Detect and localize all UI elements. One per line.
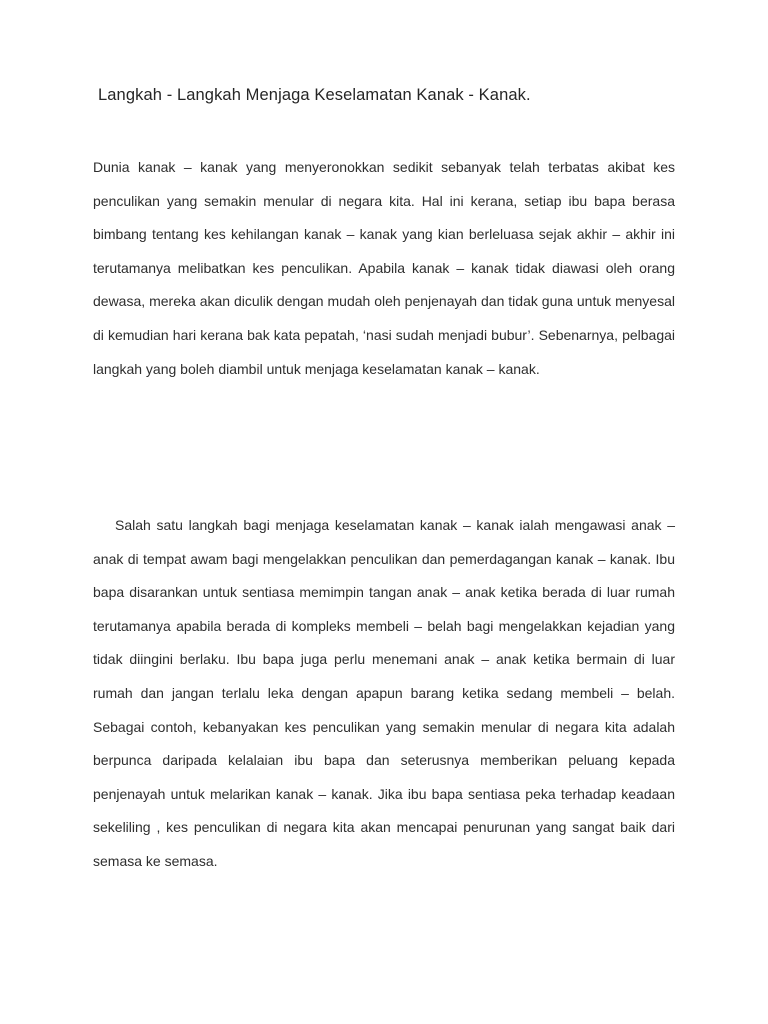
paragraph-introduction: Dunia kanak – kanak yang menyeronokkan sedikit sebanyak telah terbatas akibat kes penculikan yang semakin menular di negara kita. Hal ini kerana, setiap ibu bapa berasa bimbang tentang kes kehilangan kanak – kanak yang kian berleluasa sejak akhir – akhir ini terutamanya melibatkan kes penculikan. Apabila kanak – kanak tidak diawasi oleh orang dewasa, mereka akan diculik dengan mudah oleh penjenayah dan tidak guna untuk menyesal di kemudian hari kerana bak kata pepatah, ‘nasi sudah menjadi bubur’. Sebenarnya, pelbagai langkah yang boleh diambil untuk menjaga keselamatan kanak – kanak.: [93, 159, 675, 377]
paragraph-body-1: Salah satu langkah bagi menjaga keselamatan kanak – kanak ialah mengawasi anak – anak di tempat awam bagi mengelakkan penculikan dan pemerdagangan kanak – kanak. Ibu bapa disarankan untuk sentiasa memimpin tangan anak – anak ketika berada di luar rumah terutamanya apabila berada di kompleks membeli – belah bagi mengelakkan kejadian yang tidak diingini berlaku. Ibu bapa juga perlu menemani anak – anak ketika bermain di luar rumah dan jangan terlalu leka dengan apapun barang ketika sedang membeli – belah. Sebagai contoh, kebanyakan kes penculikan yang semakin menular di negara kita adalah berpunca daripada kelalaian ibu bapa dan seterusnya memberikan peluang kepada penjenayah untuk melarikan kanak – kanak. Jika ibu bapa sentiasa peka terhadap keadaan sekeliling , kes penculikan di negara kita akan mencapai penurunan yang sangat baik dari semasa ke semasa.: [93, 517, 675, 869]
document-title: Langkah - Langkah Menjaga Keselamatan Kanak - Kanak.: [98, 86, 531, 104]
